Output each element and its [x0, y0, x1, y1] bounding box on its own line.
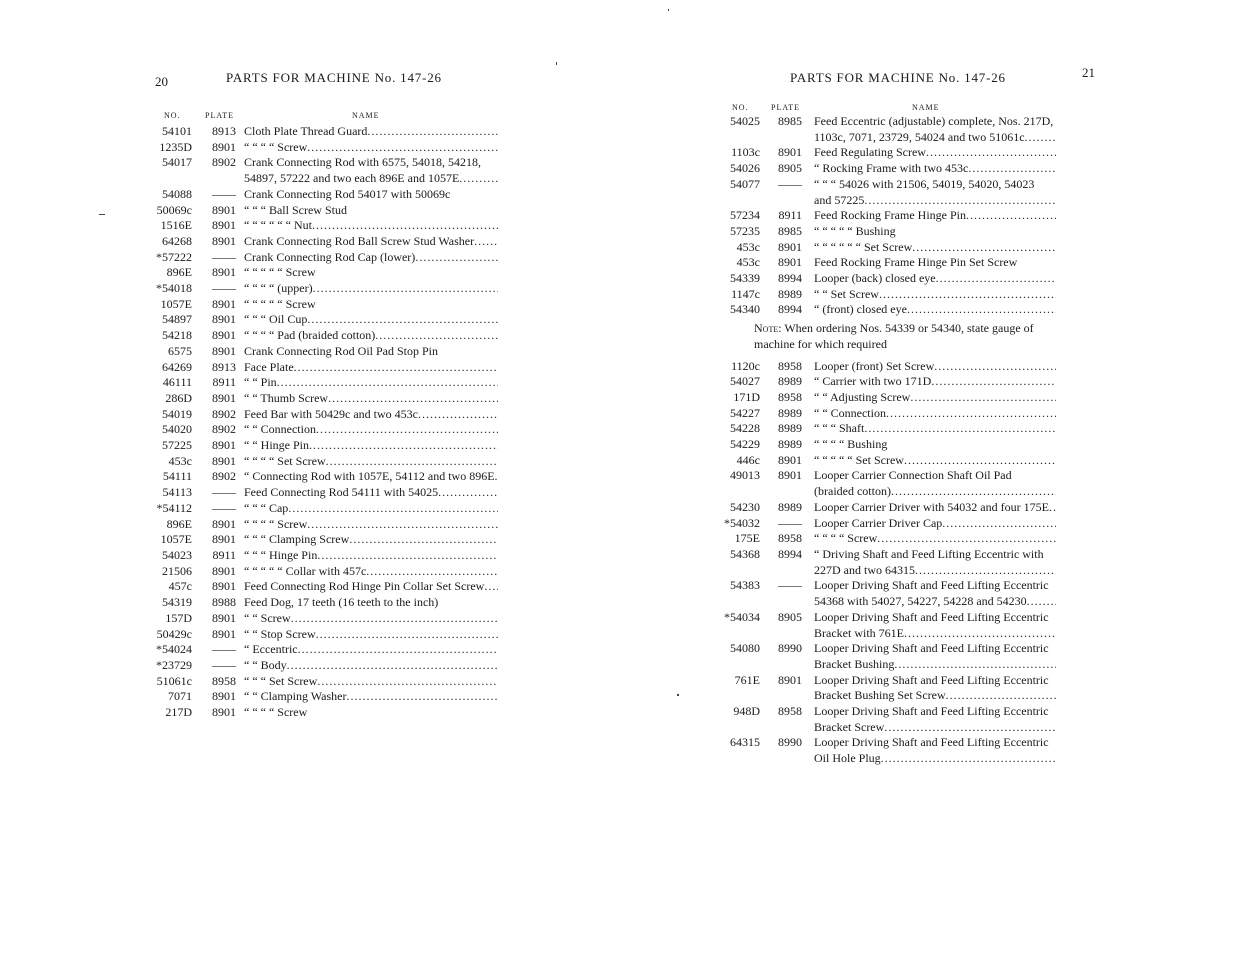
part-number: 54383: [730, 578, 760, 593]
part-name: “ “ Stop Screw .....: [244, 627, 498, 643]
plate-number: 8901: [778, 239, 802, 254]
plate-number: 8989: [778, 405, 802, 420]
part-name: “ “ “ 54026 with 21506, 54019, 54020, 54023 and 57225 .....: [814, 177, 1056, 208]
header-plate: PLATE: [205, 111, 234, 120]
table-row: [150, 454, 498, 470]
part-name: “ “ “ Set Screw .....: [244, 674, 498, 690]
part-name: “ “ “ “ “ “ Nut .....: [244, 218, 498, 234]
part-name: “ “ “ Cap .....: [244, 501, 498, 517]
plate-number: 8901: [212, 328, 236, 343]
table-row: [150, 564, 498, 580]
plate-number: 8901: [212, 532, 236, 547]
plate-number: 8994: [778, 302, 802, 317]
part-name: Looper Driving Shaft and Feed Lifting Eccentric Bracket Bushing .....: [814, 641, 1056, 672]
table-row: [150, 642, 498, 658]
plate-number: 8901: [212, 265, 236, 280]
plate-number: 8901: [778, 145, 802, 160]
table-row: [150, 140, 498, 156]
plate-number: 8901: [212, 516, 236, 531]
table-row: [150, 187, 498, 203]
table-row: [718, 240, 1056, 256]
part-name: “ “ Body .....: [244, 658, 498, 674]
table-row: [718, 673, 1056, 704]
part-name: Looper Driving Shaft and Feed Lifting Eccentric Bracket with 761E .....: [814, 610, 1056, 641]
plate-number: 8989: [778, 437, 802, 452]
plate-number: 8905: [778, 161, 802, 176]
table-row: [150, 250, 498, 266]
part-number: 54017: [162, 155, 192, 170]
table-row: [150, 281, 498, 297]
plate-number: ——: [212, 281, 236, 296]
plate-number: 8901: [212, 390, 236, 405]
part-number: 453c: [168, 453, 192, 468]
table-row: [150, 328, 498, 344]
table-row: [718, 145, 1056, 161]
table-row: [150, 501, 498, 517]
note-label: Note:: [754, 321, 782, 336]
part-name: “ “ “ “ Screw: [244, 705, 308, 720]
scan-mark: [668, 9, 669, 11]
part-number: *54112: [156, 500, 192, 515]
part-number: 54229: [730, 437, 760, 452]
part-number: 50429c: [156, 626, 192, 641]
part-name: “ (front) closed eye .....: [814, 302, 1056, 318]
part-number: 896E: [166, 516, 192, 531]
part-number: *54018: [156, 281, 192, 296]
part-number: 54077: [730, 176, 760, 191]
plate-number: 8901: [212, 705, 236, 720]
part-name: “ “ “ Ball Screw Stud: [244, 202, 347, 217]
part-name: “ “ “ “ “ Screw: [244, 265, 316, 280]
plate-number: 8988: [212, 595, 236, 610]
table-row: [150, 203, 498, 219]
table-row: [718, 302, 1056, 318]
table-row: [150, 344, 498, 360]
part-number: 286D: [165, 390, 192, 405]
part-name: Cloth Plate Thread Guard .....: [244, 124, 498, 140]
plate-number: 8901: [212, 233, 236, 248]
table-row: [718, 453, 1056, 469]
part-number: 64268: [162, 233, 192, 248]
table-row: [150, 234, 498, 250]
header-name: NAME: [352, 111, 380, 120]
part-number: 54228: [730, 421, 760, 436]
part-name: “ “ “ “ Bushing: [814, 437, 888, 452]
table-row: [150, 360, 498, 376]
part-number: 54026: [730, 161, 760, 176]
part-name: Feed Rocking Frame Hinge Pin Set Screw: [814, 255, 1018, 270]
table-row: [718, 704, 1056, 735]
part-number: 948D: [733, 704, 760, 719]
part-name: “ “ “ “ Screw .....: [244, 140, 498, 156]
table-row: [150, 218, 498, 234]
part-name: “ “ “ “ “ Screw: [244, 296, 316, 311]
plate-number: ——: [212, 500, 236, 515]
plate-number: 8985: [778, 223, 802, 238]
scan-mark: [99, 214, 105, 215]
part-number: 1057E: [160, 532, 192, 547]
plate-number: 8913: [212, 124, 236, 138]
plate-number: 8990: [778, 735, 802, 750]
plate-number: 8902: [212, 469, 236, 484]
part-number: 54897: [162, 312, 192, 327]
plate-number: 8901: [212, 438, 236, 453]
part-number: 21506: [162, 563, 192, 578]
part-name: “ “ Connection .....: [244, 422, 498, 438]
part-name: Feed Bar with 50429c and two 453c .....: [244, 407, 498, 423]
part-number: 54025: [730, 114, 760, 128]
part-number: 1516E: [160, 218, 192, 233]
parts-list: [718, 114, 1056, 767]
table-row: [718, 500, 1056, 516]
table-row: [150, 485, 498, 501]
table-row: [718, 421, 1056, 437]
plate-number: ——: [778, 176, 802, 191]
part-name: “ “ “ “ (upper) .....: [244, 281, 498, 297]
parts-list-section-a: [718, 114, 1056, 318]
part-number: 1057E: [160, 296, 192, 311]
table-row: [150, 705, 498, 721]
header-no: NO.: [732, 103, 749, 112]
part-name: “ “ Pin .....: [244, 375, 498, 391]
table-row: [718, 271, 1056, 287]
part-number: 57225: [162, 438, 192, 453]
part-name: Face Plate .....: [244, 360, 498, 376]
part-number: *54032: [724, 515, 760, 530]
table-row: [718, 578, 1056, 609]
part-name: “ Rocking Frame with two 453c .....: [814, 161, 1056, 177]
part-number: 1147c: [731, 286, 760, 301]
table-row: [150, 407, 498, 423]
part-number: 54101: [162, 124, 192, 138]
part-name: Feed Connecting Rod 54111 with 54025 .....: [244, 485, 498, 501]
plate-number: 8913: [212, 359, 236, 374]
part-name: “ Eccentric .....: [244, 642, 498, 658]
part-name: “ Carrier with two 171D .....: [814, 374, 1056, 390]
table-row: [718, 437, 1056, 453]
part-number: 54368: [730, 546, 760, 561]
part-number: 1235D: [159, 139, 192, 154]
part-number: 54227: [730, 405, 760, 420]
part-number: 54339: [730, 271, 760, 286]
plate-number: ——: [778, 578, 802, 593]
part-name: “ “ “ “ Screw .....: [244, 517, 498, 533]
plate-number: 8989: [778, 421, 802, 436]
part-name: “ “ “ “ Pad (braided cotton) .....: [244, 328, 498, 344]
plate-number: 8901: [212, 453, 236, 468]
plate-number: 8901: [212, 579, 236, 594]
part-number: 171D: [733, 389, 760, 404]
table-row: [150, 124, 498, 140]
part-name: “ Connecting Rod with 1057E, 54112 and two 896E .....: [244, 469, 498, 485]
plate-number: 8901: [212, 296, 236, 311]
part-name: Looper (back) closed eye .....: [814, 271, 1056, 287]
plate-number: 8901: [212, 610, 236, 625]
part-number: 1103c: [731, 145, 760, 160]
part-name: Looper Carrier Connection Shaft Oil Pad (braided cotton) .....: [814, 468, 1056, 499]
table-row: [150, 469, 498, 485]
part-number: 54027: [730, 374, 760, 389]
part-name: Crank Connecting Rod 54017 with 50069c: [244, 186, 451, 201]
part-number: 457c: [168, 579, 192, 594]
page-number: 20: [155, 74, 168, 89]
part-name: Looper Carrier Driver with 54032 and four 175E .....: [814, 500, 1056, 516]
table-row: [718, 610, 1056, 641]
part-number: 54113: [162, 485, 192, 500]
part-number: 46111: [162, 375, 192, 390]
part-name: “ “ “ Clamping Screw .....: [244, 532, 498, 548]
note-text: When ordering Nos. 54339 or 54340, state gauge of machine for which required: [754, 321, 1034, 351]
part-number: 50069c: [156, 202, 192, 217]
part-number: 157D: [165, 610, 192, 625]
plate-number: 8901: [212, 689, 236, 704]
table-row: [718, 114, 1056, 145]
plate-number: 8911: [778, 208, 802, 223]
plate-number: 8901: [778, 452, 802, 467]
table-row: [718, 735, 1056, 766]
header-plate: PLATE: [771, 103, 800, 112]
table-row: [718, 161, 1056, 177]
table-row: [718, 224, 1056, 240]
table-row: [150, 375, 498, 391]
part-number: *54024: [156, 642, 192, 657]
plate-number: 8902: [212, 406, 236, 421]
table-row: [718, 177, 1056, 208]
part-number: *57222: [156, 249, 192, 264]
part-number: 54023: [162, 547, 192, 562]
table-row: [150, 689, 498, 705]
part-name: “ “ “ “ “ Bushing: [814, 223, 896, 238]
part-name: “ “ “ “ “ “ Set Screw .....: [814, 240, 1056, 256]
part-name: “ Driving Shaft and Feed Lifting Eccentric with 227D and two 64315 .....: [814, 547, 1056, 578]
plate-number: 8958: [778, 358, 802, 373]
table-row: [718, 255, 1056, 271]
table-row: [150, 265, 498, 281]
table-row: [718, 641, 1056, 672]
plate-number: 8905: [778, 609, 802, 624]
page-title: PARTS FOR MACHINE No. 147-26: [226, 70, 442, 85]
part-number: 54088: [162, 186, 192, 201]
plate-number: 8901: [212, 563, 236, 578]
plate-number: 8911: [212, 547, 236, 562]
table-row: [718, 208, 1056, 224]
plate-number: ——: [212, 485, 236, 500]
table-row: [150, 579, 498, 595]
plate-number: 8901: [212, 343, 236, 358]
table-row: [718, 374, 1056, 390]
page-title: PARTS FOR MACHINE No. 147-26: [790, 70, 1006, 85]
part-name: “ “ Adjusting Screw .....: [814, 390, 1056, 406]
table-row: [150, 548, 498, 564]
page-number: 21: [1082, 65, 1095, 80]
part-name: “ “ Connection .....: [814, 406, 1056, 422]
part-name: “ “ “ “ “ Set Screw .....: [814, 453, 1056, 469]
table-row: [718, 406, 1056, 422]
table-row: [150, 532, 498, 548]
plate-number: 8901: [212, 312, 236, 327]
part-number: 761E: [734, 672, 760, 687]
header-no: NO.: [164, 111, 181, 120]
table-row: [718, 468, 1056, 499]
part-name: “ “ “ “ Screw .....: [814, 531, 1056, 547]
part-name: “ “ “ “ “ Collar with 457c .....: [244, 564, 498, 580]
table-row: [718, 287, 1056, 303]
part-number: 49013: [730, 468, 760, 483]
plate-number: 8901: [212, 626, 236, 641]
part-name: “ “ Screw .....: [244, 611, 498, 627]
part-name: Looper Driving Shaft and Feed Lifting Eccentric Bracket Bushing Set Screw .....: [814, 673, 1056, 704]
scan-mark: [677, 694, 679, 696]
table-row: [718, 547, 1056, 578]
plate-number: 8985: [778, 114, 802, 128]
plate-number: 8989: [778, 286, 802, 301]
part-name: Crank Connecting Rod Ball Screw Stud Washer .....: [244, 234, 498, 250]
table-row: [718, 531, 1056, 547]
plate-number: 8901: [212, 139, 236, 154]
part-number: 54080: [730, 641, 760, 656]
part-number: *54034: [724, 609, 760, 624]
plate-number: 8902: [212, 155, 236, 170]
part-number: 896E: [166, 265, 192, 280]
part-number: 51061c: [156, 673, 192, 688]
table-row: [150, 674, 498, 690]
part-name: Looper Driving Shaft and Feed Lifting Eccentric Bracket Screw .....: [814, 704, 1056, 735]
part-number: 175E: [734, 531, 760, 546]
plate-number: 8958: [778, 704, 802, 719]
plate-number: 8989: [778, 374, 802, 389]
plate-number: ——: [212, 642, 236, 657]
parts-list-section-b: [718, 359, 1056, 767]
part-name: “ “ Thumb Screw .....: [244, 391, 498, 407]
part-number: 446c: [736, 452, 760, 467]
plate-number: 8958: [778, 531, 802, 546]
plate-number: 8958: [778, 389, 802, 404]
table-row: [718, 516, 1056, 532]
part-name: “ “ Set Screw .....: [814, 287, 1056, 303]
part-number: 453c: [736, 255, 760, 270]
part-number: 57234: [730, 208, 760, 223]
part-number: 453c: [736, 239, 760, 254]
part-name: Looper (front) Set Screw .....: [814, 359, 1056, 375]
table-row: [718, 390, 1056, 406]
part-number: 54020: [162, 422, 192, 437]
part-number: 54340: [730, 302, 760, 317]
table-row: [150, 312, 498, 328]
plate-number: 8901: [212, 202, 236, 217]
table-row: [150, 517, 498, 533]
part-name: Looper Driving Shaft and Feed Lifting Eccentric Oil Hole Plug .....: [814, 735, 1056, 766]
plate-number: 8994: [778, 546, 802, 561]
part-name: Looper Driving Shaft and Feed Lifting Eccentric 54368 with 54027, 54227, 54228 and 54230 .....: [814, 578, 1056, 609]
part-number: 7071: [168, 689, 192, 704]
plate-number: 8901: [778, 672, 802, 687]
part-number: 64315: [730, 735, 760, 750]
table-row: [150, 595, 498, 611]
part-name: Feed Eccentric (adjustable) complete, Nos. 217D, 1103c, 7071, 23729, 54024 and two 51061c .....: [814, 114, 1056, 145]
part-name: Feed Connecting Rod Hinge Pin Collar Set Screw .....: [244, 579, 498, 595]
part-name: Feed Regulating Screw .....: [814, 145, 1056, 161]
part-number: 64269: [162, 359, 192, 374]
part-name: Feed Rocking Frame Hinge Pin .....: [814, 208, 1056, 224]
plate-number: ——: [212, 657, 236, 672]
plate-number: 8902: [212, 422, 236, 437]
table-row: [150, 438, 498, 454]
part-number: 54019: [162, 406, 192, 421]
part-number: *23729: [156, 657, 192, 672]
table-row: [150, 391, 498, 407]
part-name: “ “ “ “ Set Screw .....: [244, 454, 498, 470]
plate-number: 8994: [778, 271, 802, 286]
part-number: 1120c: [731, 358, 760, 373]
part-number: 6575: [168, 343, 192, 358]
plate-number: 8990: [778, 641, 802, 656]
plate-number: 8901: [778, 255, 802, 270]
plate-number: 8989: [778, 499, 802, 514]
part-name: “ “ “ Shaft .....: [814, 421, 1056, 437]
part-name: Looper Carrier Driver Cap .....: [814, 516, 1056, 532]
plate-number: ——: [778, 515, 802, 530]
header-name: NAME: [912, 103, 940, 112]
table-row: [150, 297, 498, 313]
table-row: [150, 422, 498, 438]
table-row: [150, 627, 498, 643]
plate-number: 8911: [212, 375, 236, 390]
plate-number: ——: [212, 186, 236, 201]
part-name: “ “ “ Hinge Pin .....: [244, 548, 498, 564]
part-name: “ “ Clamping Washer .....: [244, 689, 498, 705]
part-name: Crank Connecting Rod with 6575, 54018, 54218, 54897, 57222 and two each 896E and 1057E .....: [244, 155, 498, 186]
part-name: “ “ Hinge Pin .....: [244, 438, 498, 454]
part-name: Crank Connecting Rod Cap (lower) .....: [244, 250, 498, 266]
table-row: [150, 155, 498, 186]
part-number: 54218: [162, 328, 192, 343]
part-number: 217D: [165, 705, 192, 720]
parts-list: [150, 124, 498, 721]
part-number: 57235: [730, 223, 760, 238]
table-row: [150, 611, 498, 627]
table-row: [718, 359, 1056, 375]
note: [718, 321, 1056, 352]
plate-number: 8901: [212, 218, 236, 233]
scan-mark: [556, 62, 557, 65]
plate-number: ——: [212, 249, 236, 264]
part-name: “ “ “ Oil Cup .....: [244, 312, 498, 328]
plate-number: 8901: [778, 468, 802, 483]
part-name: Crank Connecting Rod Oil Pad Stop Pin: [244, 343, 439, 358]
part-number: 54319: [162, 595, 192, 610]
table-row: [150, 658, 498, 674]
plate-number: 8958: [212, 673, 236, 688]
part-name: Feed Dog, 17 teeth (16 teeth to the inch): [244, 595, 439, 610]
part-number: 54230: [730, 499, 760, 514]
part-number: 54111: [162, 469, 192, 484]
